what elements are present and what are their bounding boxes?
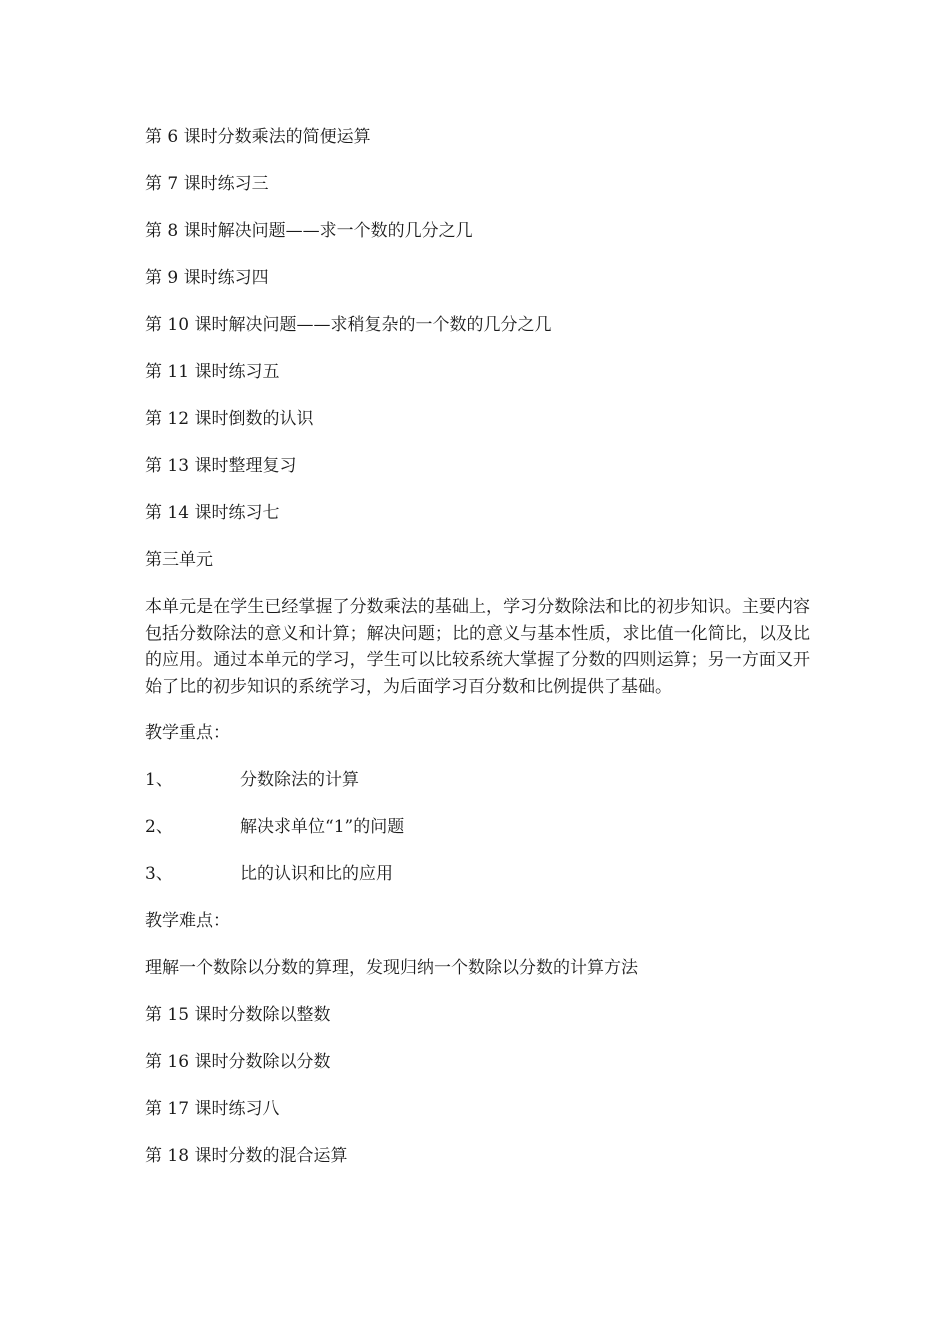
lesson-line: 第 13 课时整理复习 — [145, 456, 297, 476]
document-page — [145, 124, 810, 1190]
lesson-line: 第 7 课时练习三 — [145, 174, 269, 194]
key-point-number: 1、 — [145, 770, 173, 790]
lesson-line: 第 14 课时练习七 — [145, 503, 280, 523]
lesson-line: 第 12 课时倒数的认识 — [145, 409, 314, 429]
key-points-heading: 教学重点： — [145, 723, 230, 743]
key-point-text: 分数除法的计算 — [240, 770, 359, 790]
key-point-item — [145, 861, 810, 887]
key-point-number: 2、 — [145, 817, 173, 837]
difficulty-text: 理解一个数除以分数的算理，发现归纳一个数除以分数的计算方法 — [145, 958, 638, 978]
lesson-line: 第 6 课时分数乘法的简便运算 — [145, 127, 371, 147]
unit-title: 第三单元 — [145, 550, 213, 570]
lesson-line: 第 10 课时解决问题——求稍复杂的一个数的几分之几 — [145, 315, 552, 335]
key-point-text: 比的认识和比的应用 — [240, 864, 393, 884]
key-point-item — [145, 767, 810, 793]
unit-intro-paragraph: 本单元是在学生已经掌握了分数乘法的基础上，学习分数除法和比的初步知识。主要内容包括分数除法的意义和计算；解决问题；比的意义与基本性质，求比值一化简比，以及比的应用。通过本单元的学习，学生可以比较系统大掌握了分数的四则运算；另一方面又开始了比的初步知识的系统学习，为后面学习百分数和比例提供了基础。 — [145, 597, 810, 697]
lesson-line: 第 15 课时分数除以整数 — [145, 1005, 331, 1025]
lesson-line: 第 9 课时练习四 — [145, 268, 269, 288]
key-point-text: 解决求单位“1”的问题 — [240, 817, 405, 837]
key-point-number: 3、 — [145, 864, 173, 884]
key-point-item — [145, 814, 810, 840]
difficulty-heading: 教学难点： — [145, 911, 230, 931]
lesson-line: 第 17 课时练习八 — [145, 1099, 280, 1119]
lesson-line: 第 16 课时分数除以分数 — [145, 1052, 331, 1072]
lesson-line: 第 8 课时解决问题——求一个数的几分之几 — [145, 221, 473, 241]
lesson-line: 第 11 课时练习五 — [145, 362, 280, 382]
lesson-line: 第 18 课时分数的混合运算 — [145, 1146, 348, 1166]
